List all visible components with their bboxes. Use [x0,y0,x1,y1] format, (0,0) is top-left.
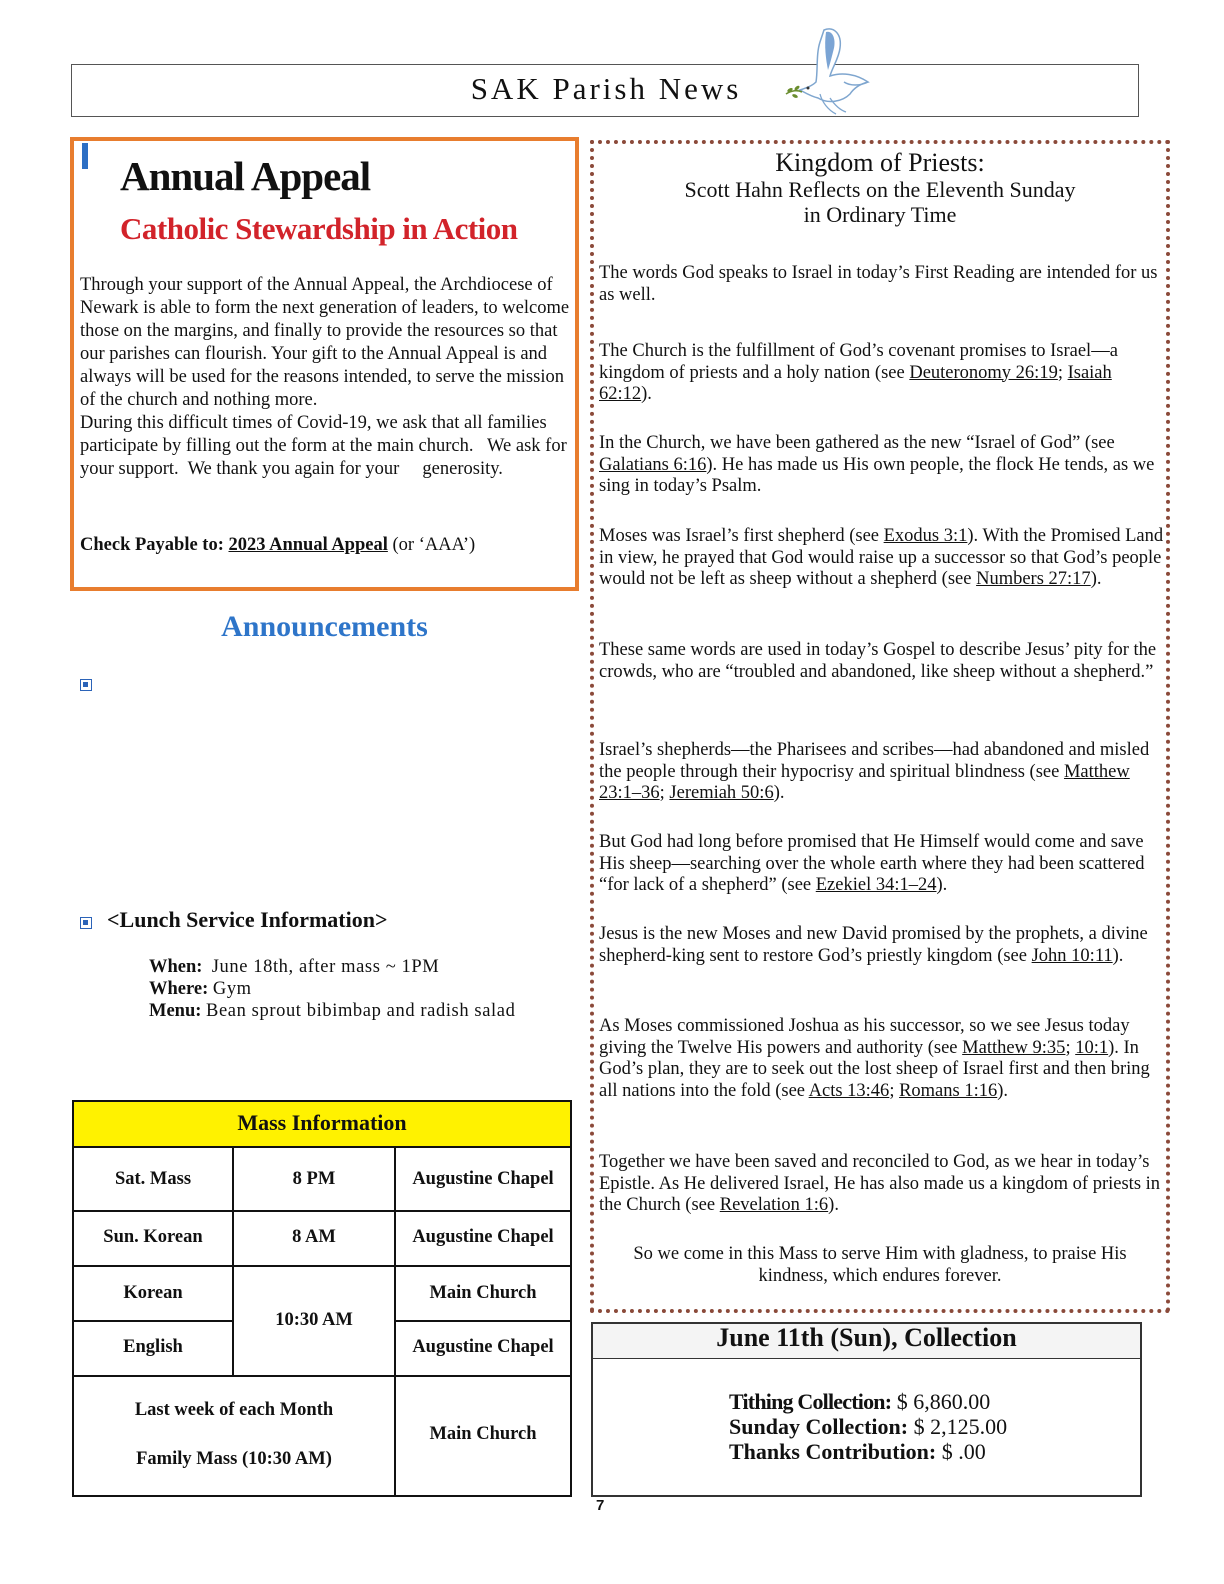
collection-lines [729,1389,1007,1464]
article-paragraph: These same words are used in today’s Gospel to describe Jesus’ pity for the crowds, who are “troubled and abandoned, like sheep without a shepherd.” [599,640,1157,682]
announcements-heading: Announcements [221,610,428,643]
table-rule [395,1320,570,1322]
lunch-where: Where: Gym [149,979,252,999]
family-mass-line-1: Last week of each Month [134,1400,334,1420]
header-box [71,64,1139,117]
table-rule [74,1375,570,1377]
dove-icon [784,24,876,120]
lunch-when: When: June 18th, after mass ~ 1PM [149,957,440,977]
mass-place: Main Church [429,1283,537,1303]
appeal-marker [82,143,88,169]
mass-time: 8 PM [292,1169,336,1189]
mass-name: Sun. Korean [103,1227,203,1247]
article-paragraph: Together we have been saved and reconciled to God, as we hear in today’s Epistle. As He delivered Israel, He has also made us a kingdom of priests in the Church (see Revelation 1:6). [599,1152,1161,1215]
article-paragraph: Israel’s shepherds—the Pharisees and scribes—had abandoned and misled the people through their hypocrisy and spiritual blindness (see Matthew 23:1–36; Jeremiah 50:6). [599,740,1150,803]
newsletter-title: SAK Parish News [470,71,742,106]
scripture-link[interactable]: Matthew 23:1–36 [599,761,1130,803]
scripture-link[interactable]: Jeremiah 50:6 [669,783,774,803]
scripture-link[interactable]: Romans 1:16 [899,1080,998,1101]
sunday-line: Sunday Collection: $ 2,125.00 [729,1414,1008,1439]
article-paragraph: Jesus is the new Moses and new David promised by the prophets, a divine shepherd-king sent to restore God’s priestly kingdom (see John 10:11). [599,924,1148,966]
announcement-bullet-icon [80,679,92,691]
scripture-link[interactable]: 10:1 [1075,1037,1109,1058]
article-paragraph: The words God speaks to Israel in today’s First Reading are intended for us as well. [599,263,1158,305]
article-paragraph: But God had long before promised that He Himself would come and save His sheep—searching over the whole earth where they had been scattered “for lack of a shepherd” (see Ezekiel 34:1–24). [599,832,1145,895]
appeal-body [80,274,575,481]
check-label: Check Payable to: [80,535,224,555]
article-subtitle: Scott Hahn Reflects on the Eleventh Sunday in Ordinary Time [684,177,1076,227]
lunch-menu: Menu: Bean sprout bibimbap and radish salad [149,1001,516,1021]
appeal-subtitle: Catholic Stewardship in Action [120,211,518,246]
appeal-paragraph-2: During this difficult times of Covid-19, we ask that all families participate by filling out the form at the main church. We ask for your support. We thank you again for your generosity. [80,413,572,479]
collection-title: June 11th (Sun), Collection [716,1323,1017,1352]
scripture-link[interactable]: Matthew 9:35 [962,1037,1066,1058]
table-rule [74,1210,570,1212]
scripture-link[interactable]: Exodus 3:1 [883,526,968,546]
thanks-line: Thanks Contribution: $ .00 [729,1439,986,1464]
mass-name: Sat. Mass [114,1169,192,1189]
article-title: Kingdom of Priests: [775,148,985,177]
scripture-link[interactable]: Numbers 27:17 [976,569,1091,589]
mass-place: Augustine Chapel [412,1227,554,1247]
tithing-line: Tithing Collection: $ 6,860.00 [729,1389,991,1414]
scripture-link[interactable]: Isaiah 62:12 [599,362,1112,404]
appeal-paragraph-1: Through your support of the Annual Appeal, the Archdiocese of Newark is able to form the next generation of leaders, to welcome those on the margins, and finally to provide the resources so that our parishes can flourish. Your gift to the Annual Appeal is and always will be used for the reasons intended, to serve the mission of the church and nothing more. [80,275,570,410]
mass-place: Augustine Chapel [412,1337,554,1357]
reflection-box [590,140,1170,1313]
appeal-title: Annual Appeal [120,153,371,199]
mass-time-shared: 10:30 AM [275,1310,353,1330]
mass-time: 8 AM [292,1227,336,1247]
mass-table-title: Mass Information [237,1110,407,1135]
page-number: 7 [596,1497,605,1514]
check-note: (or ‘AAA’) [392,535,476,555]
article-paragraph: Moses was Israel’s first shepherd (see Exodus 3:1). With the Promised Land in view, he prayed that God would raise up a successor so that God’s people would not be left as sheep without a shepherd (see Numbers 27:17). [599,526,1164,589]
scripture-link[interactable]: John 10:11 [1031,945,1113,966]
scripture-link[interactable]: Galatians 6:16 [599,454,707,475]
scripture-link[interactable]: Acts 13:46 [808,1080,890,1101]
article-closing: So we come in this Mass to serve Him with gladness, to praise His kindness, which endures forever. [633,1244,1127,1286]
announcement-bullet-icon [80,917,92,929]
table-rule [74,1320,234,1322]
mass-place: Augustine Chapel [412,1169,554,1189]
lunch-heading: <Lunch Service Information> [107,907,388,932]
family-mass-line-2: Family Mass (10:30 AM) [136,1449,332,1469]
mass-name: Korean [123,1283,183,1303]
scripture-link[interactable]: Revelation 1:6 [719,1195,829,1215]
scripture-link[interactable]: Deuteronomy 26:19 [909,362,1058,383]
lunch-details [149,956,515,1022]
table-rule [74,1265,570,1267]
check-payee: 2023 Annual Appeal [228,535,388,555]
article-paragraph: The Church is the fulfillment of God’s covenant promises to Israel—a kingdom of priests and a holy nation (see Deuteronomy 26:19; Isaiah 62:12). [599,341,1118,404]
appeal-check-line [80,535,475,556]
family-mass-place: Main Church [429,1424,537,1444]
article-paragraph: As Moses commissioned Joshua as his successor, so we see Jesus today giving the Twelve His powers and authority (see Matthew 9:35; 10:1). In God’s plan, they are to seek out the lost sheep of Israel first and then bring all nations into the fold (see Acts 13:46; Romans 1:16). [599,1016,1150,1101]
mass-name: English [123,1337,183,1357]
article-paragraph: In the Church, we have been gathered as the new “Israel of God” (see Galatians 6:16). He has made us His own people, the flock He tends, as we sing in today’s Psalm. [599,433,1155,496]
scripture-link[interactable]: Ezekiel 34:1–24 [815,875,937,895]
